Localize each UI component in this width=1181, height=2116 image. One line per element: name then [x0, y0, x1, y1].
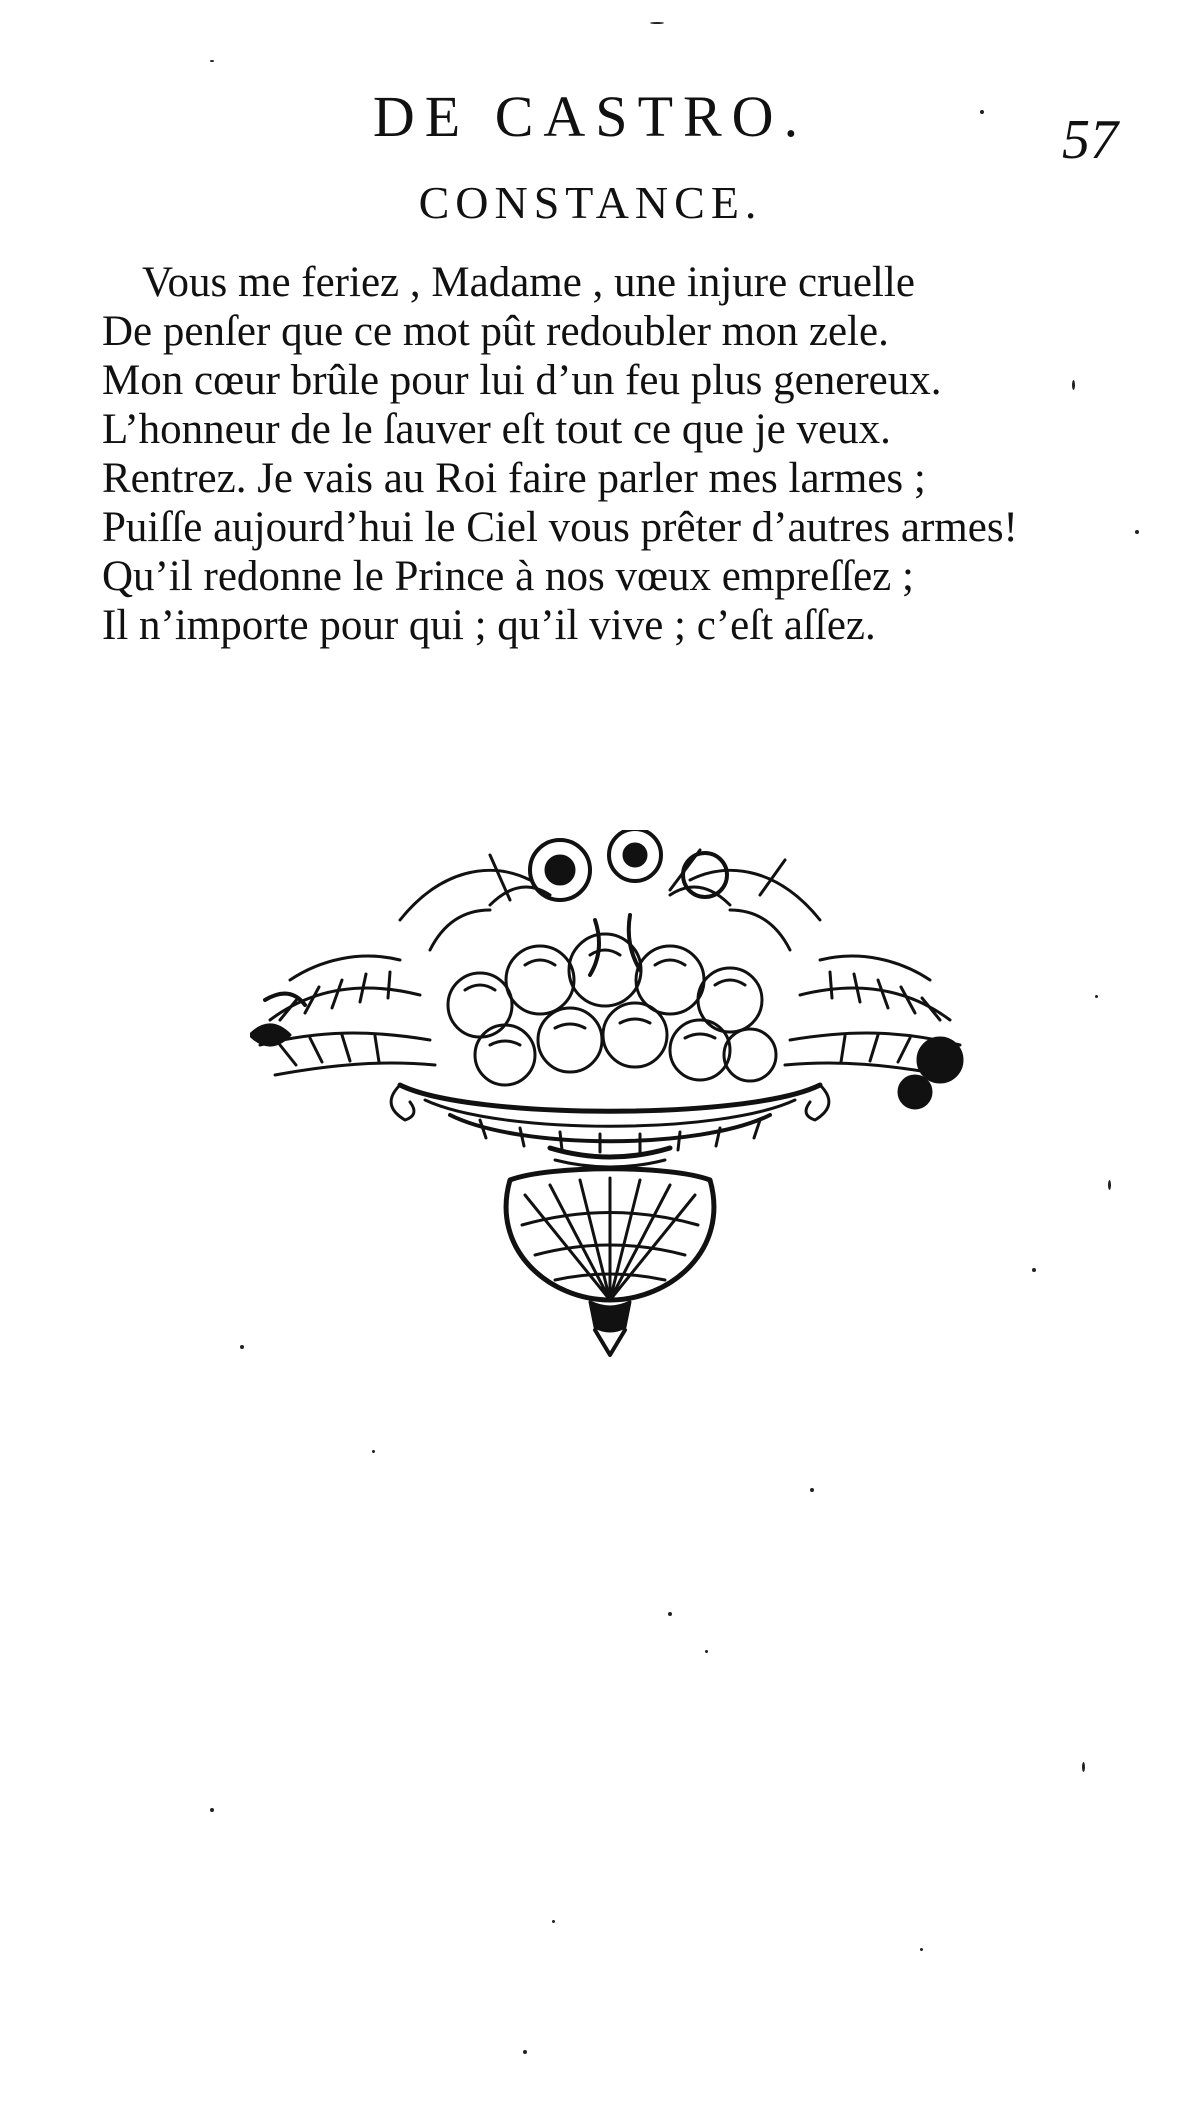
- speaker-name: CONSTANCE.: [418, 177, 763, 228]
- verse-line: Rentrez. Je vais au Roi faire parler mes larmes ;: [102, 455, 926, 502]
- verse-line: Il n’importe pour qui ; qu’il vive ; c’eſt aſſez.: [102, 602, 876, 649]
- page-number: 57: [1062, 109, 1118, 171]
- verse-line: Mon cœur brûle pour lui d’un feu plus genereux.: [102, 357, 942, 404]
- verse-block: [102, 258, 1142, 650]
- verse-line: Puiſſe aujourd’hui le Ciel vous prêter d’autres armes!: [102, 504, 1018, 551]
- verse-line: Vous me feriez , Madame , une injure cruelle: [142, 259, 915, 306]
- verse-line: L’honneur de le ſauver eſt tout ce que je veux.: [102, 406, 891, 453]
- verse-line: De penſer que ce mot pût redoubler mon zele.: [102, 308, 889, 355]
- verse-line: Qu’il redonne le Prince à nos vœux empreſſez ;: [102, 553, 914, 600]
- running-title: DE CASTRO.: [372, 84, 809, 149]
- fruit-basket-ornament-icon: [250, 830, 970, 1360]
